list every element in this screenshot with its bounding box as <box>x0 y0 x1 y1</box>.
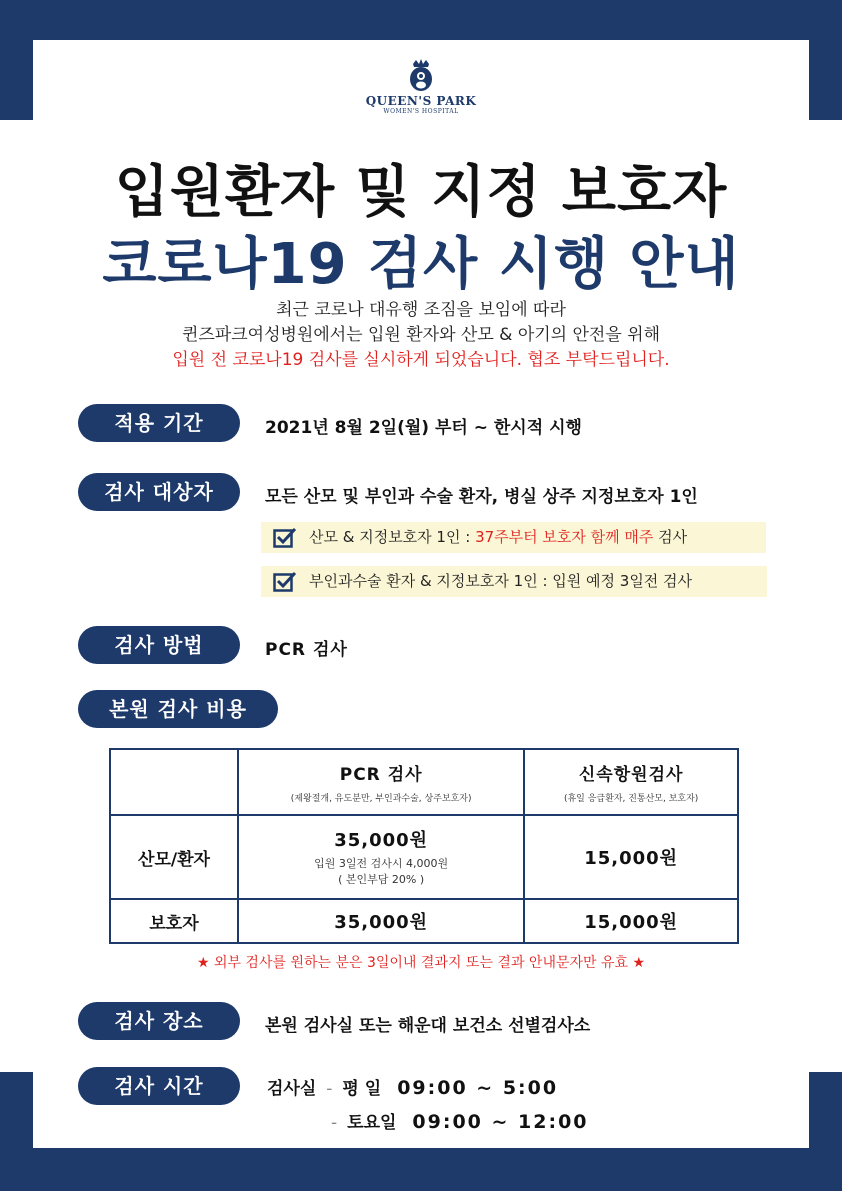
column-rapid-sub: (휴일 응급환자, 진통산모, 보호자) <box>563 794 699 804</box>
dash: - <box>326 1079 333 1099</box>
queen-crest-icon <box>407 58 435 92</box>
target-item-1-highlight: 37주부터 보호자 함께 매주 <box>475 528 654 546</box>
column-pcr <box>238 749 524 815</box>
target-item-1 <box>261 522 766 553</box>
target-value: 모든 산모 및 부인과 수술 환자, 병실 상주 지정보호자 1인 <box>265 487 698 507</box>
rapid-price: 15,000원 <box>524 815 738 899</box>
row-label: 산모/환자 <box>110 815 238 899</box>
cost-table <box>109 748 739 944</box>
dash: - <box>331 1113 338 1133</box>
intro-text <box>33 298 809 373</box>
intro-line-1: 최근 코로나 대유행 조짐을 보임에 따라 <box>276 300 566 320</box>
row-label: 보호자 <box>110 899 238 943</box>
column-pcr-sub: (제왕절개, 유도분만, 부인과수술, 상주보호자) <box>290 794 472 804</box>
saturday-label: 토요일 <box>347 1113 397 1133</box>
intro-line-2: 퀸즈파크여성병원에서는 입원 환자와 산모 & 아기의 안전을 위해 <box>181 325 661 345</box>
location-label: 검사 장소 <box>78 1002 240 1040</box>
intro-line-3: 입원 전 코로나19 검사를 실시하게 되었습니다. 협조 부탁드립니다. <box>172 350 670 370</box>
target-item-1-tail: 검사 <box>653 528 688 546</box>
target-item-2 <box>261 566 767 597</box>
location-value: 본원 검사실 또는 해운대 보건소 선별검사소 <box>265 1016 591 1036</box>
column-rapid-title: 신속항원검사 <box>578 765 684 785</box>
title-line-1: 입원환자 및 지정 보호자 <box>114 160 728 225</box>
logo-subtitle: WOMEN'S HOSPITAL <box>383 108 459 115</box>
pcr-note: 입원 3일전 검사시 4,000원 <box>314 857 449 870</box>
column-pcr-title: PCR 검사 <box>339 765 423 785</box>
table-row <box>110 815 738 899</box>
cost-table-header <box>110 749 738 815</box>
period-label: 적용 기간 <box>78 404 240 442</box>
hours-saturday <box>331 1108 589 1133</box>
hours-place: 검사실 <box>267 1079 317 1099</box>
period-value: 2021년 8월 2일(월) 부터 ~ 한시적 시행 <box>265 418 582 438</box>
hospital-logo <box>33 58 809 115</box>
weekday-label: 평 일 <box>342 1079 382 1099</box>
weekday-time: 09:00 ~ 5:00 <box>397 1077 559 1099</box>
target-label: 검사 대상자 <box>78 473 240 511</box>
target-item-1-text: 산모 & 지정보호자 1인 : <box>309 528 476 546</box>
cost-table-corner <box>110 749 238 815</box>
table-row <box>110 899 738 943</box>
pcr-price: 35,000원 <box>334 830 429 851</box>
poster-card <box>33 40 809 1148</box>
checkbox-checked-icon <box>273 571 297 593</box>
title-line-2: 코로나19 검사 시행 안내 <box>102 232 740 297</box>
cost-label: 본원 검사 비용 <box>78 690 278 728</box>
hours-label: 검사 시간 <box>78 1067 240 1105</box>
rapid-price: 15,000원 <box>524 899 738 943</box>
target-item-2-text: 부인과수술 환자 & 지정보호자 1인 : 입원 예정 3일전 검사 <box>309 572 693 590</box>
logo-name: QUEEN'S PARK <box>365 94 477 108</box>
pcr-note-sub: ( 본인부담 20% ) <box>338 873 425 886</box>
saturday-time: 09:00 ~ 12:00 <box>412 1111 589 1133</box>
hours-weekday <box>267 1074 558 1099</box>
checkbox-checked-icon <box>273 527 297 549</box>
pcr-price-cell <box>238 815 524 899</box>
method-label: 검사 방법 <box>78 626 240 664</box>
cost-footnote: ★ 외부 검사를 원하는 분은 3일이내 결과지 또는 결과 안내문자만 유효 ★ <box>196 955 646 971</box>
method-value: PCR 검사 <box>265 640 348 660</box>
pcr-price: 35,000원 <box>238 899 524 943</box>
column-rapid <box>524 749 738 815</box>
